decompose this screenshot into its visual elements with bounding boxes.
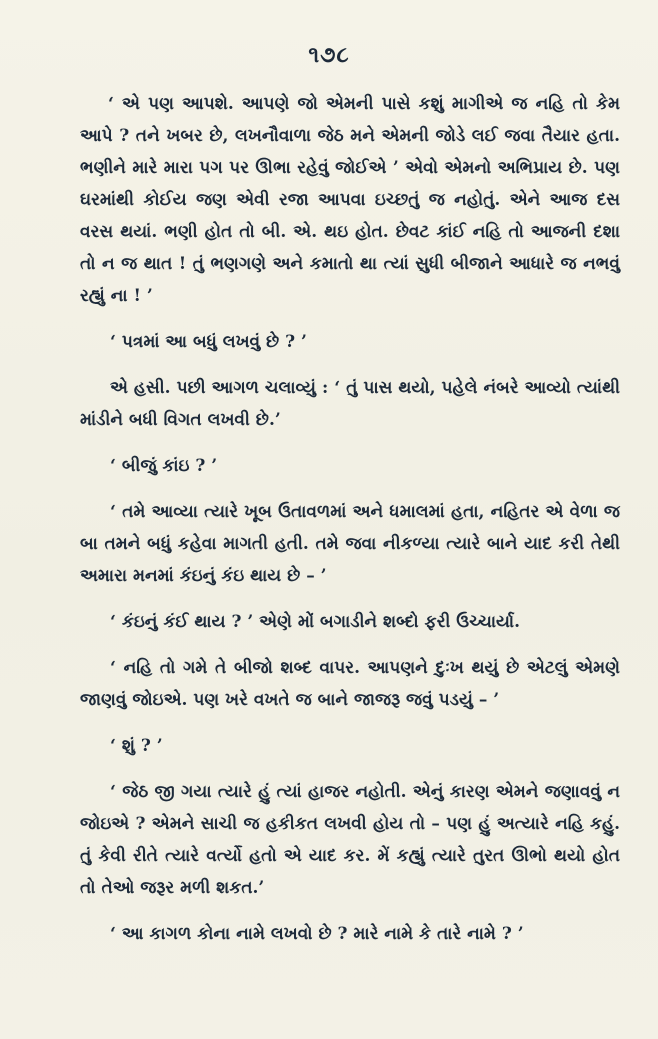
paragraph: ‘ શું ? ’ [110,736,163,756]
paragraph: ‘ તમે આવ્યા ત્યારે ખૂબ ઉતાવળમાં અને ધમાલમાં હતા, નહિતર એ વેળા જ બા તમને બધું કહેવા માગતી હતી. તમે જવા નીકળ્યા ત્યારે બાને યાદ કરી તેથી અમારા મનમાં કંઇનું કંઇ થાય છે – ’ [80,502,620,586]
paragraph: ‘ એ પણ આપશે. આપણે જો એમની પાસે કશું માગીએ જ નહિ તો કેમ આપે ? તને ખબર છે, લખનૌવાળા જેઠ મને એમની જોડે લઈ જવા તૈયાર હતા. ભણીને મારે મારા પગ પર ઊભા રહેવું જોઈએ ’ એવો એમનો અભિપ્રાય છે. પણ ઘરમાંથી કોઈય જણ એવી રજા આપવા ઇચ્છતું જ નહોતું. એને આજ દસ વરસ થયાં. ભણી હોત તો બી. એ. થઇ હોત. છેવટ કાંઈ નહિ તો આજની દશા તો ન જ થાત ! તું ભણગણે અને કમાતો થા ત્યાં સુધી બીજાને આધારે જ નભવું રહ્યું ના ! ’ [80,94,620,306]
paragraph: ‘ પત્રમાં આ બધું લખવું છે ? ’ [110,332,307,352]
paragraph: એ હસી. પછી આગળ ચલાવ્યું : ‘ તું પાસ થયો, પહેલે નંબરે આવ્યો ત્યાંથી માંડીને બધી વિગત લખવી છે.’ [80,378,620,430]
body-text [80,88,620,964]
paragraph: ‘ આ કાગળ કોના નામે લખવો છે ? મારે નામે કે તારે નામે ? ’ [110,924,524,944]
paragraph: ‘ બીજું કાંઇ ? ’ [110,456,218,476]
page-number: ૧૭૮ [308,42,350,68]
paragraph: ‘ જેઠ જી ગયા ત્યારે હું ત્યાં હાજર નહોતી. એનું કારણ એમને જણાવવું ન જોઇએ ? એમને સાચી જ હકીકત લખવી હોય તો – પણ હું અત્યારે નહિ કહું. તું કેવી રીતે ત્યારે વર્ત્યો હતો એ યાદ કર. મેં કહ્યું ત્યારે તુરત ઊભો થયો હોત તો તેઓ જરૂર મળી શકત.’ [80,782,620,898]
paragraph: ‘ કંઇનું કંઈ થાય ? ’ એણે મોં બગાડીને શબ્દો ફરી ઉચ્ચાર્યા. [110,612,521,632]
paragraph: ‘ નહિ તો ગમે તે બીજો શબ્દ વાપર. આપણને દુઃખ થયું છે એટલું એમણે જાણવું જોઇએ. પણ ખરે વખતે જ બાને જાજરૂ જવું પડયું – ’ [80,658,620,710]
